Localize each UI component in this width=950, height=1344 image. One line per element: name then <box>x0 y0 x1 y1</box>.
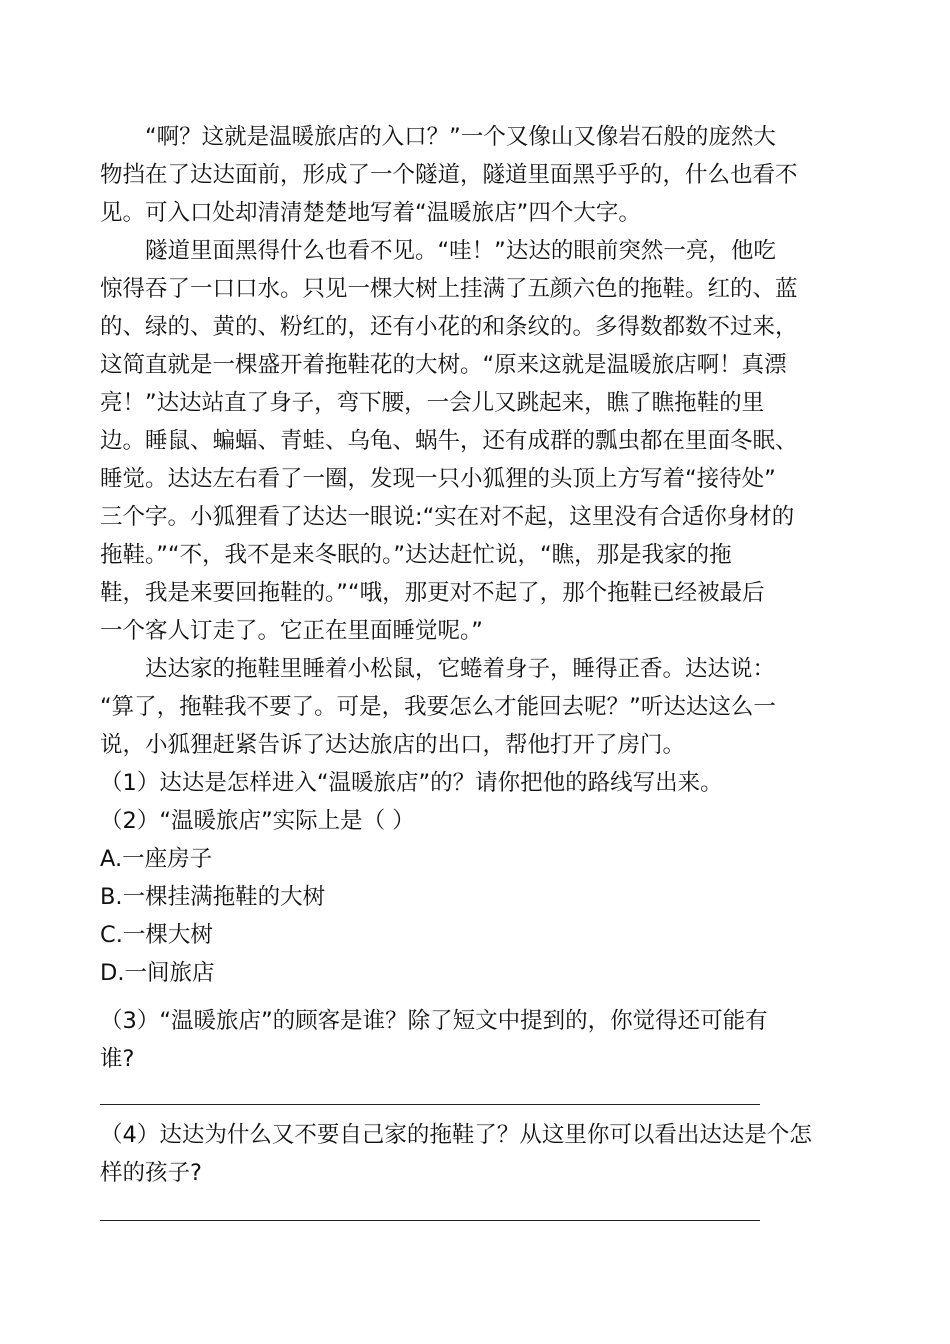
text-line: 鞋，我是来要回拖鞋的。”“哦，那更对不起了，那个拖鞋已经被最后 <box>100 580 765 606</box>
question-4-cont: 样的孩子? <box>100 1160 202 1186</box>
text-line: 惊得吞了一口口水。只见一棵大树上挂满了五颜六色的拖鞋。红的、蓝 <box>100 276 798 302</box>
text-line: 这简直就是一棵盛开着拖鞋花的大树。“原来这就是温暖旅店啊！真漂 <box>100 352 787 378</box>
text-line: 睡觉。达达左右看了一圈，发现一只小狐狸的头顶上方写着“接待处” <box>100 466 776 492</box>
text-line: 说，小狐狸赶紧告诉了达达旅店的出口，帮他打开了房门。 <box>100 732 686 758</box>
option-d[interactable]: D.一间旅店 <box>100 960 215 986</box>
question-1: （1）达达是怎样进入“温暖旅店”的？请你把他的路线写出来。 <box>100 770 723 796</box>
text-line: 物挡在了达达面前，形成了一个隧道，隧道里面黑乎乎的，什么也看不 <box>100 162 798 188</box>
option-a[interactable]: A.一座房子 <box>100 846 213 872</box>
text-line: 见。可入口处却清清楚楚地写着“温暖旅店”四个大字。 <box>100 200 641 226</box>
option-c[interactable]: C.一棵大树 <box>100 922 213 948</box>
answer-line-3[interactable] <box>100 1104 760 1105</box>
question-2: （2）“温暖旅店”实际上是（ ） <box>100 808 415 834</box>
question-4: （4）达达为什么又不要自己家的拖鞋了？从这里你可以看出达达是个怎 <box>100 1122 812 1148</box>
text-line: 的、绿的、黄的、粉红的，还有小花的和条纹的。多得数都数不过来， <box>100 314 798 340</box>
text-line: 亮！”达达站直了身子，弯下腰，一会儿又跳起来，瞧了瞧拖鞋的里 <box>100 390 765 416</box>
text-line: 一个客人订走了。它正在里面睡觉呢。” <box>100 618 483 644</box>
text-line: 边。睡鼠、蝙蝠、青蛙、乌龟、蜗牛，还有成群的瓢虫都在里面冬眠、 <box>100 428 798 454</box>
answer-line-4[interactable] <box>100 1220 760 1221</box>
text-line: 达达家的拖鞋里睡着小松鼠，它蜷着身子，睡得正香。达达说： <box>145 656 776 682</box>
question-3-cont: 谁? <box>100 1046 135 1072</box>
text-line: 隧道里面黑得什么也看不见。“哇！”达达的眼前突然一亮，他吃 <box>145 238 776 264</box>
text-line: “算了，拖鞋我不要了。可是，我要怎么才能回去呢？”听达达这么一 <box>100 694 776 720</box>
text-line: 三个字。小狐狸看了达达一眼说:“实在对不起，这里没有合适你身材的 <box>100 504 795 530</box>
question-3: （3）“温暖旅店”的顾客是谁？除了短文中提到的，你觉得还可能有 <box>100 1008 768 1034</box>
option-b[interactable]: B.一棵挂满拖鞋的大树 <box>100 884 326 910</box>
text-line: “啊？这就是温暖旅店的入口？”一个又像山又像岩石般的庞然大 <box>145 124 776 150</box>
text-line: 拖鞋。”“不，我不是来冬眠的。”达达赶忙说，“瞧，那是我家的拖 <box>100 542 732 568</box>
